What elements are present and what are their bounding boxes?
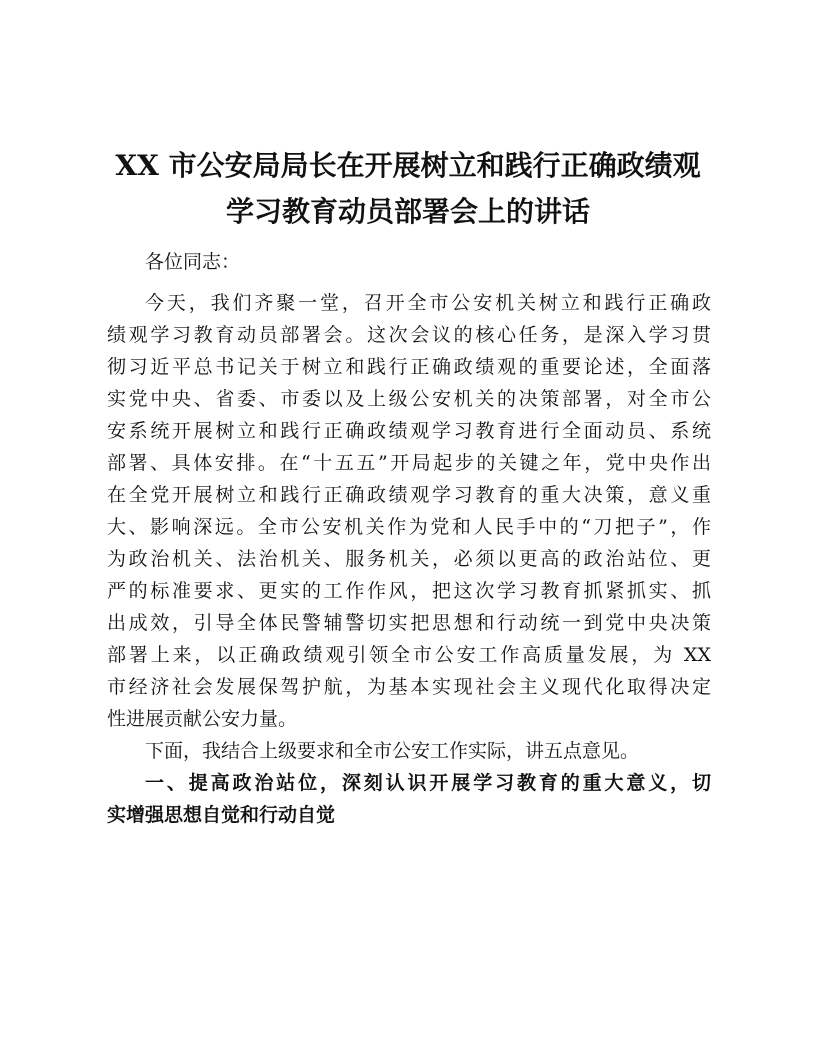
paragraph-1-line: 出成效，引导全体民警辅警切实把思想和行动统一到党中央决策 — [107, 612, 711, 634]
paragraph-1-line: 部署、具体安排。在“十五五”开局起步的关键之年，党中央作出 — [107, 452, 711, 474]
paragraph-1-line: 绩观学习教育动员部署会。这次会议的核心任务，是深入学习贯 — [107, 324, 711, 346]
title-line-2: 学习教育动员部署会上的讲话 — [225, 195, 590, 228]
salutation: 各位同志： — [145, 251, 241, 273]
paragraph-1-line: 为政治机关、法治机关、服务机关，必须以更高的政治站位、更 — [107, 548, 711, 570]
paragraph-1-line: 性进展贡献公安力量。 — [107, 708, 298, 730]
paragraph-1 — [107, 287, 711, 735]
paragraph-2-line: 下面，我结合上级要求和全市公安工作实际，讲五点意见。 — [145, 740, 640, 762]
document-body — [107, 246, 711, 831]
paragraph-1-line: 大、影响深远。全市公安机关作为党和人民手中的“刀把子”，作 — [107, 516, 711, 538]
paragraph-2 — [107, 735, 711, 767]
title-line-1: XX 市公安局局长在开展树立和践行正确政绩观 — [115, 149, 701, 182]
paragraph-1-line: 严的标准要求、更实的工作作风，把这次学习教育抓紧抓实、抓 — [107, 580, 711, 602]
paragraph-1-line: 今天，我们齐聚一堂，召开全市公安机关树立和践行正确政 — [145, 292, 711, 314]
section-1-heading-line: 实增强思想自觉和行动自觉 — [107, 804, 336, 826]
paragraph-1-line: 彻习近平总书记关于树立和践行正确政绩观的重要论述，全面落 — [107, 356, 711, 378]
paragraph-1-line: 在全党开展树立和践行正确政绩观学习教育的重大决策，意义重 — [107, 484, 711, 506]
document-title — [80, 143, 736, 235]
section-1-heading-line: 一、提高政治站位，深刻认识开展学习教育的重大意义，切 — [145, 772, 711, 794]
section-1-heading — [107, 767, 711, 831]
paragraph-1-line: 市经济社会发展保驾护航，为基本实现社会主义现代化取得决定 — [107, 676, 711, 698]
paragraph-1-line: 安系统开展树立和践行正确政绩观学习教育进行全面动员、系统 — [107, 420, 711, 442]
paragraph-1-line: 实党中央、省委、市委以及上级公安机关的决策部署，对全市公 — [107, 388, 711, 410]
paragraph-1-line: 部署上来，以正确政绩观引领全市公安工作高质量发展，为 XX — [107, 644, 711, 666]
